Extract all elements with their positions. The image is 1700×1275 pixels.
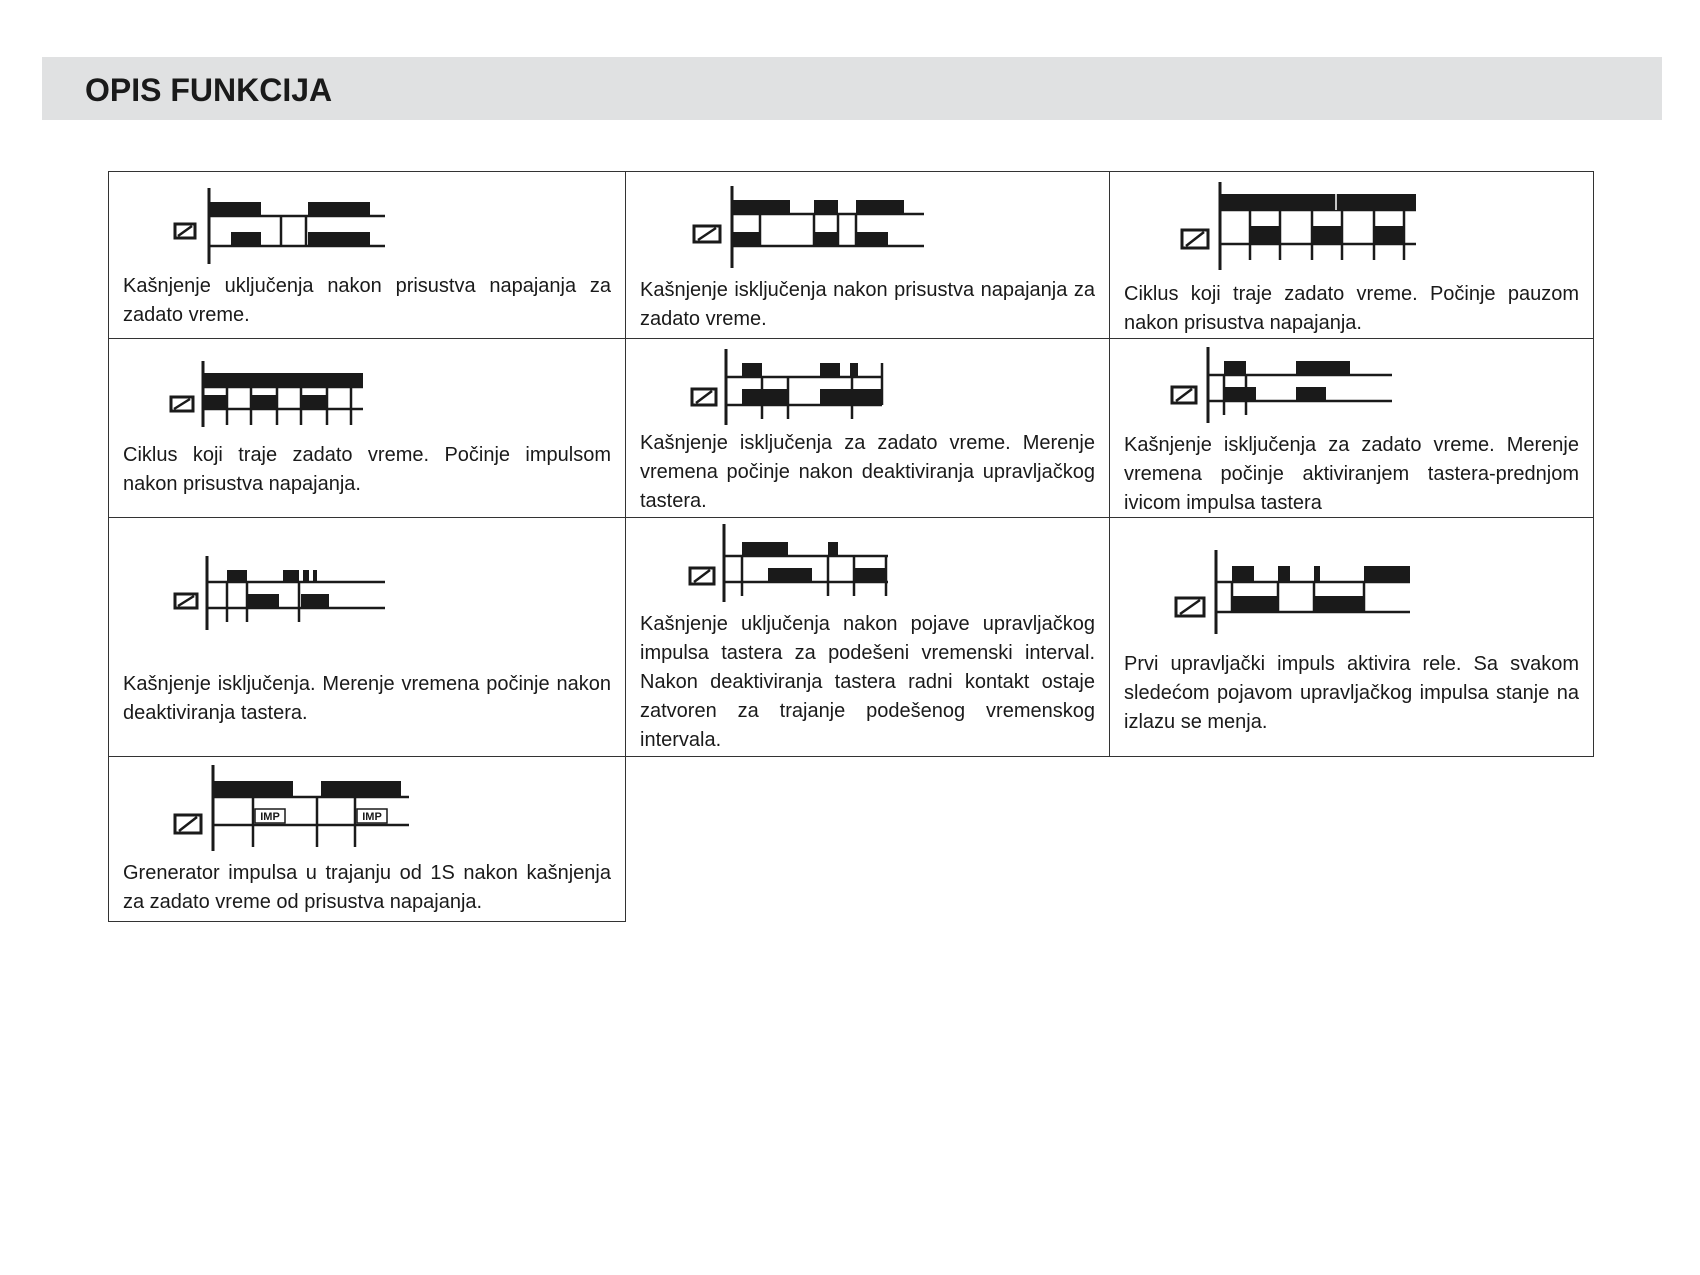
function-cell-8 bbox=[626, 518, 1110, 757]
function-description: Kašnjenje isključenja za zadato vreme. Merenje vremena počinje aktiviranjem tastera-prednjom ivicom impulsa tastera bbox=[1124, 434, 1579, 514]
function-description: Prvi upravljački impuls aktivira rele. Sa svakom sledećom pojavom upravljačkog impulsa stanje na izlazu se menja. bbox=[1124, 653, 1579, 733]
timing-diagram-8 bbox=[688, 522, 898, 604]
functions-table bbox=[108, 171, 1594, 922]
function-description: Kašnjenje isključenja nakon prisustva napajanja za zadato vreme. bbox=[640, 279, 1095, 330]
function-description: Kašnjenje isključenja za zadato vreme. Merenje vremena počinje nakon deaktiviranja upravljačkog tastera. bbox=[640, 432, 1095, 512]
timing-diagram-7 bbox=[173, 554, 393, 634]
timing-diagram-9 bbox=[1174, 548, 1424, 638]
function-cell-7 bbox=[109, 518, 626, 757]
function-cell-9 bbox=[1110, 518, 1594, 757]
timing-diagram-1 bbox=[173, 186, 393, 266]
function-description: Kašnjenje uključenja nakon pojave upravljačkog impulsa tastera za podešeni vremenski interval. Nakon deaktiviranja tastera radni kontakt ostaje zatvoren za trajanje podešenog vremenskog intervala. bbox=[640, 613, 1095, 751]
timing-diagram-4 bbox=[169, 359, 379, 429]
page-title: OPIS FUNKCIJA bbox=[85, 72, 333, 108]
function-cell-5 bbox=[626, 339, 1110, 518]
imp-label: IMP bbox=[362, 811, 382, 823]
timing-diagram-5 bbox=[690, 347, 890, 427]
function-cell-2 bbox=[626, 172, 1110, 339]
function-description: Kašnjenje isključenja. Merenje vremena počinje nakon deaktiviranja tastera. bbox=[123, 673, 611, 724]
function-cell-3 bbox=[1110, 172, 1594, 339]
function-cell-1 bbox=[109, 172, 626, 339]
function-description: Kašnjenje uključenja nakon prisustva napajanja za zadato vreme. bbox=[123, 275, 611, 326]
function-description: Ciklus koji traje zadato vreme. Počinje impulsom nakon prisustva napajanja. bbox=[123, 444, 611, 495]
timing-diagram-6 bbox=[1170, 345, 1400, 425]
timing-diagram-10 bbox=[173, 763, 423, 853]
function-cell-6 bbox=[1110, 339, 1594, 518]
function-cell-10 bbox=[109, 757, 626, 922]
imp-label: IMP bbox=[260, 811, 280, 823]
function-description: Ciklus koji traje zadato vreme. Počinje pauzom nakon prisustva napajanja. bbox=[1124, 283, 1579, 334]
timing-diagram-3 bbox=[1180, 180, 1430, 272]
function-cell-4 bbox=[109, 339, 626, 518]
timing-diagram-2 bbox=[692, 184, 932, 270]
function-description: Grenerator impulsa u trajanju od 1S nakon kašnjenja za zadato vreme od prisustva napajanja. bbox=[123, 862, 611, 913]
